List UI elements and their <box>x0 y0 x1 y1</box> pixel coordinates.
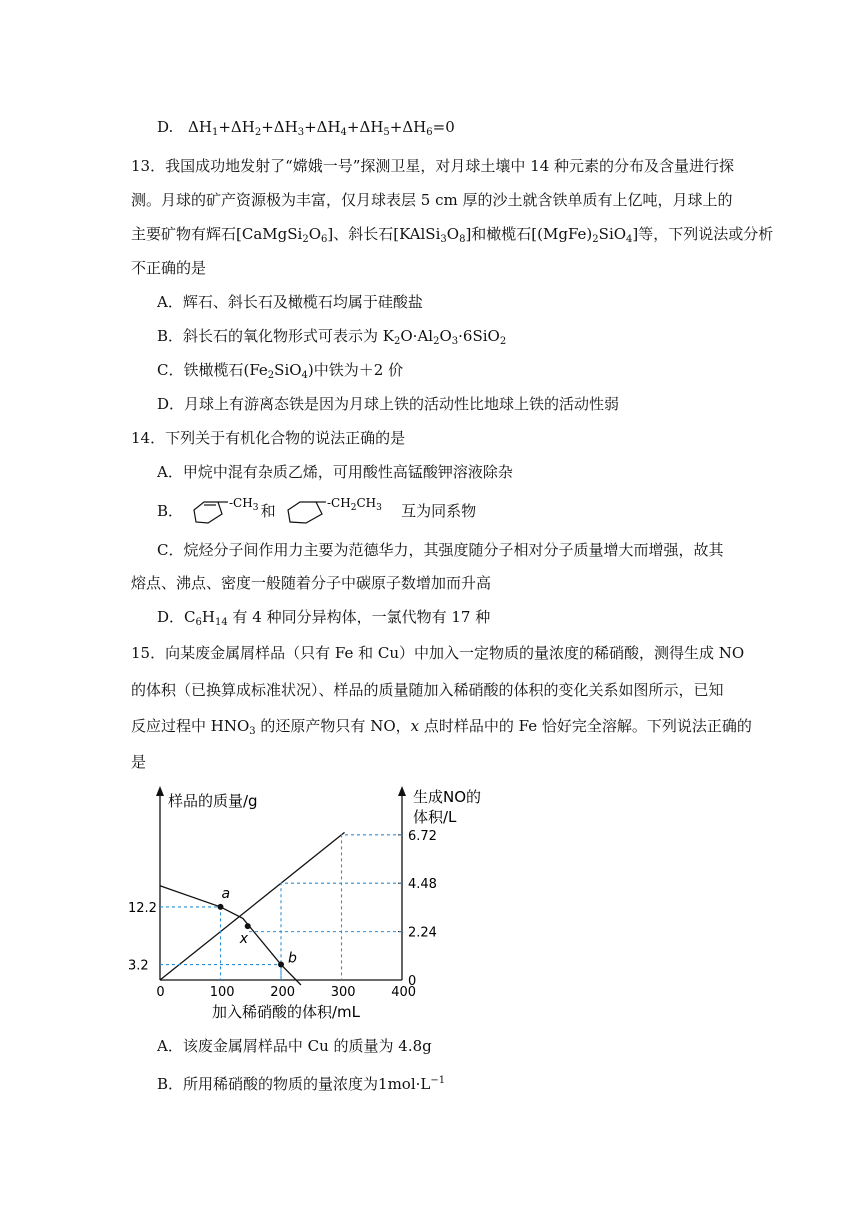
guide-6.72 <box>342 835 403 980</box>
q15-stem-line2: 的体积（已换算成标准状况）、样品的质量随加入稀硝酸的体积的变化关系如图所示，已知 <box>131 681 724 699</box>
q14-option-b <box>157 497 476 525</box>
left-y-axis-arrow <box>156 786 164 796</box>
guide-a <box>160 907 221 980</box>
q14-option-d: D．$C_6H_{14}$ 有 4 种同分异构体，一氯代物有 17 种 <box>157 608 491 628</box>
point-a <box>218 904 224 910</box>
q12-option-d <box>157 117 455 143</box>
no-volume-line <box>160 832 345 980</box>
q13-option-c: C．铁橄榄石$(Fe_2SiO_4)$中铁为＋2 价 <box>157 361 404 381</box>
point-x <box>245 923 251 929</box>
sample-mass-line <box>160 886 301 985</box>
x-tick-label-200: 200 <box>270 985 296 1000</box>
q14-option-b-label: B． <box>157 502 184 520</box>
q14-option-c-line1: C．烷烃分子间作用力主要为范德华力，其强度随分子相对分子质量增大而增强，故其 <box>157 541 724 559</box>
x-tick-label-0: 0 <box>156 985 165 1000</box>
q15-stem-line3: 反应过程中 $HNO_3$ 的还原产物只有 NO，x 点时样品中的 Fe 恰好完全溶解。下列说法正确的 <box>131 717 752 737</box>
point-a-label: a <box>221 885 231 902</box>
right-tick-label-4.48: 4.48 <box>408 877 437 893</box>
point-b-label: b <box>288 950 297 967</box>
q14-stem: 14．下列关于有机化合物的说法正确的是 <box>131 429 406 447</box>
ethyl-group-label: $-CH_2CH_3$ <box>327 496 383 513</box>
q15-stem-line4: 是 <box>131 753 147 771</box>
right-y-axis-arrow <box>398 786 406 796</box>
right-y-axis-label-line2: 体积/L <box>413 808 457 826</box>
right-tick-label-6.72: 6.72 <box>408 828 437 844</box>
q14-option-c-line2: 熔点、沸点、密度一般随着分子中碳原子数增加而升高 <box>131 574 492 592</box>
q14-option-a: A．甲烷中混有杂质乙烯，可用酸性高锰酸钾溶液除杂 <box>157 463 513 481</box>
x-axis-label: 加入稀硝酸的体积/mL <box>212 1003 361 1021</box>
q13-option-b: B．斜长石的氧化物形式可表示为 $K_2O\cdot Al_2O_3\cdot 6SiO_2$ <box>157 327 507 347</box>
q13-stem-line2: 测。月球的矿产资源极为丰富，仅月球表层 5 cm 厚的沙土就含铁单质有上亿吨，月球上的 <box>131 191 733 209</box>
q15-option-b: B．所用稀硝酸的物质的量浓度为$1mol\cdot L^{-1}$ <box>157 1075 446 1093</box>
q14-option-b-tail: 互为同系物 <box>401 502 477 520</box>
point-b <box>278 962 284 968</box>
q13-stem-line3: 主要矿物有辉石$[CaMgSi_2O_6]$、斜长石$[KAlSi_3O_8]$和橄榄石$[(MgFe)_2SiO_4]$等，下列说法或分析 <box>131 225 774 245</box>
q13-option-a: A．辉石、斜长石及橄榄石均属于硅酸盐 <box>157 293 423 311</box>
right-tick-label-2.24: 2.24 <box>408 925 437 941</box>
ethylcyclopentane-structure <box>280 498 396 526</box>
x-tick-label-100: 100 <box>209 985 235 1000</box>
q15-stem-line1: 15．向某废金属屑样品（只有 Fe 和 Cu）中加入一定物质的量浓度的稀硝酸，测得生成 NO <box>131 644 745 662</box>
left-tick-label-3.2: 3.2 <box>128 958 149 974</box>
q12-option-d-formula: $\Delta H_1+\Delta H_2+\Delta H_3+\Delta H_4+\Delta H_5+\Delta H_6=0$ <box>188 118 455 138</box>
methyl-group-label: $-CH_3$ <box>228 496 259 513</box>
left-y-axis-label: 样品的质量/g <box>168 792 258 810</box>
q13-option-d: D．月球上有游离态铁是因为月球上铁的活动性比地球上铁的活动性弱 <box>157 395 620 413</box>
x-tick-label-400: 400 <box>391 985 417 1000</box>
q15-option-a: A．该废金属屑样品中 Cu 的质量为 4.8g <box>157 1037 432 1055</box>
x-tick-label-300: 300 <box>330 985 356 1000</box>
q15-chart <box>128 780 482 1030</box>
right-y-axis-label-line1: 生成NO的 <box>413 788 482 806</box>
q13-stem-line1: 13．我国成功地发射了“嫦娥一号”探测卫星，对月球土壤中 14 种元素的分布及含量进行探 <box>131 157 735 175</box>
q13-stem-line4: 不正确的是 <box>131 259 207 277</box>
point-x-label: x <box>239 931 249 948</box>
methylcyclopentene-structure <box>188 496 259 526</box>
right-tick-label-0: 0 <box>408 974 417 989</box>
q12-option-d-label: D. <box>157 118 174 136</box>
q14-option-b-and: 和 <box>260 502 276 520</box>
left-tick-label-12.2: 12.2 <box>128 900 157 916</box>
